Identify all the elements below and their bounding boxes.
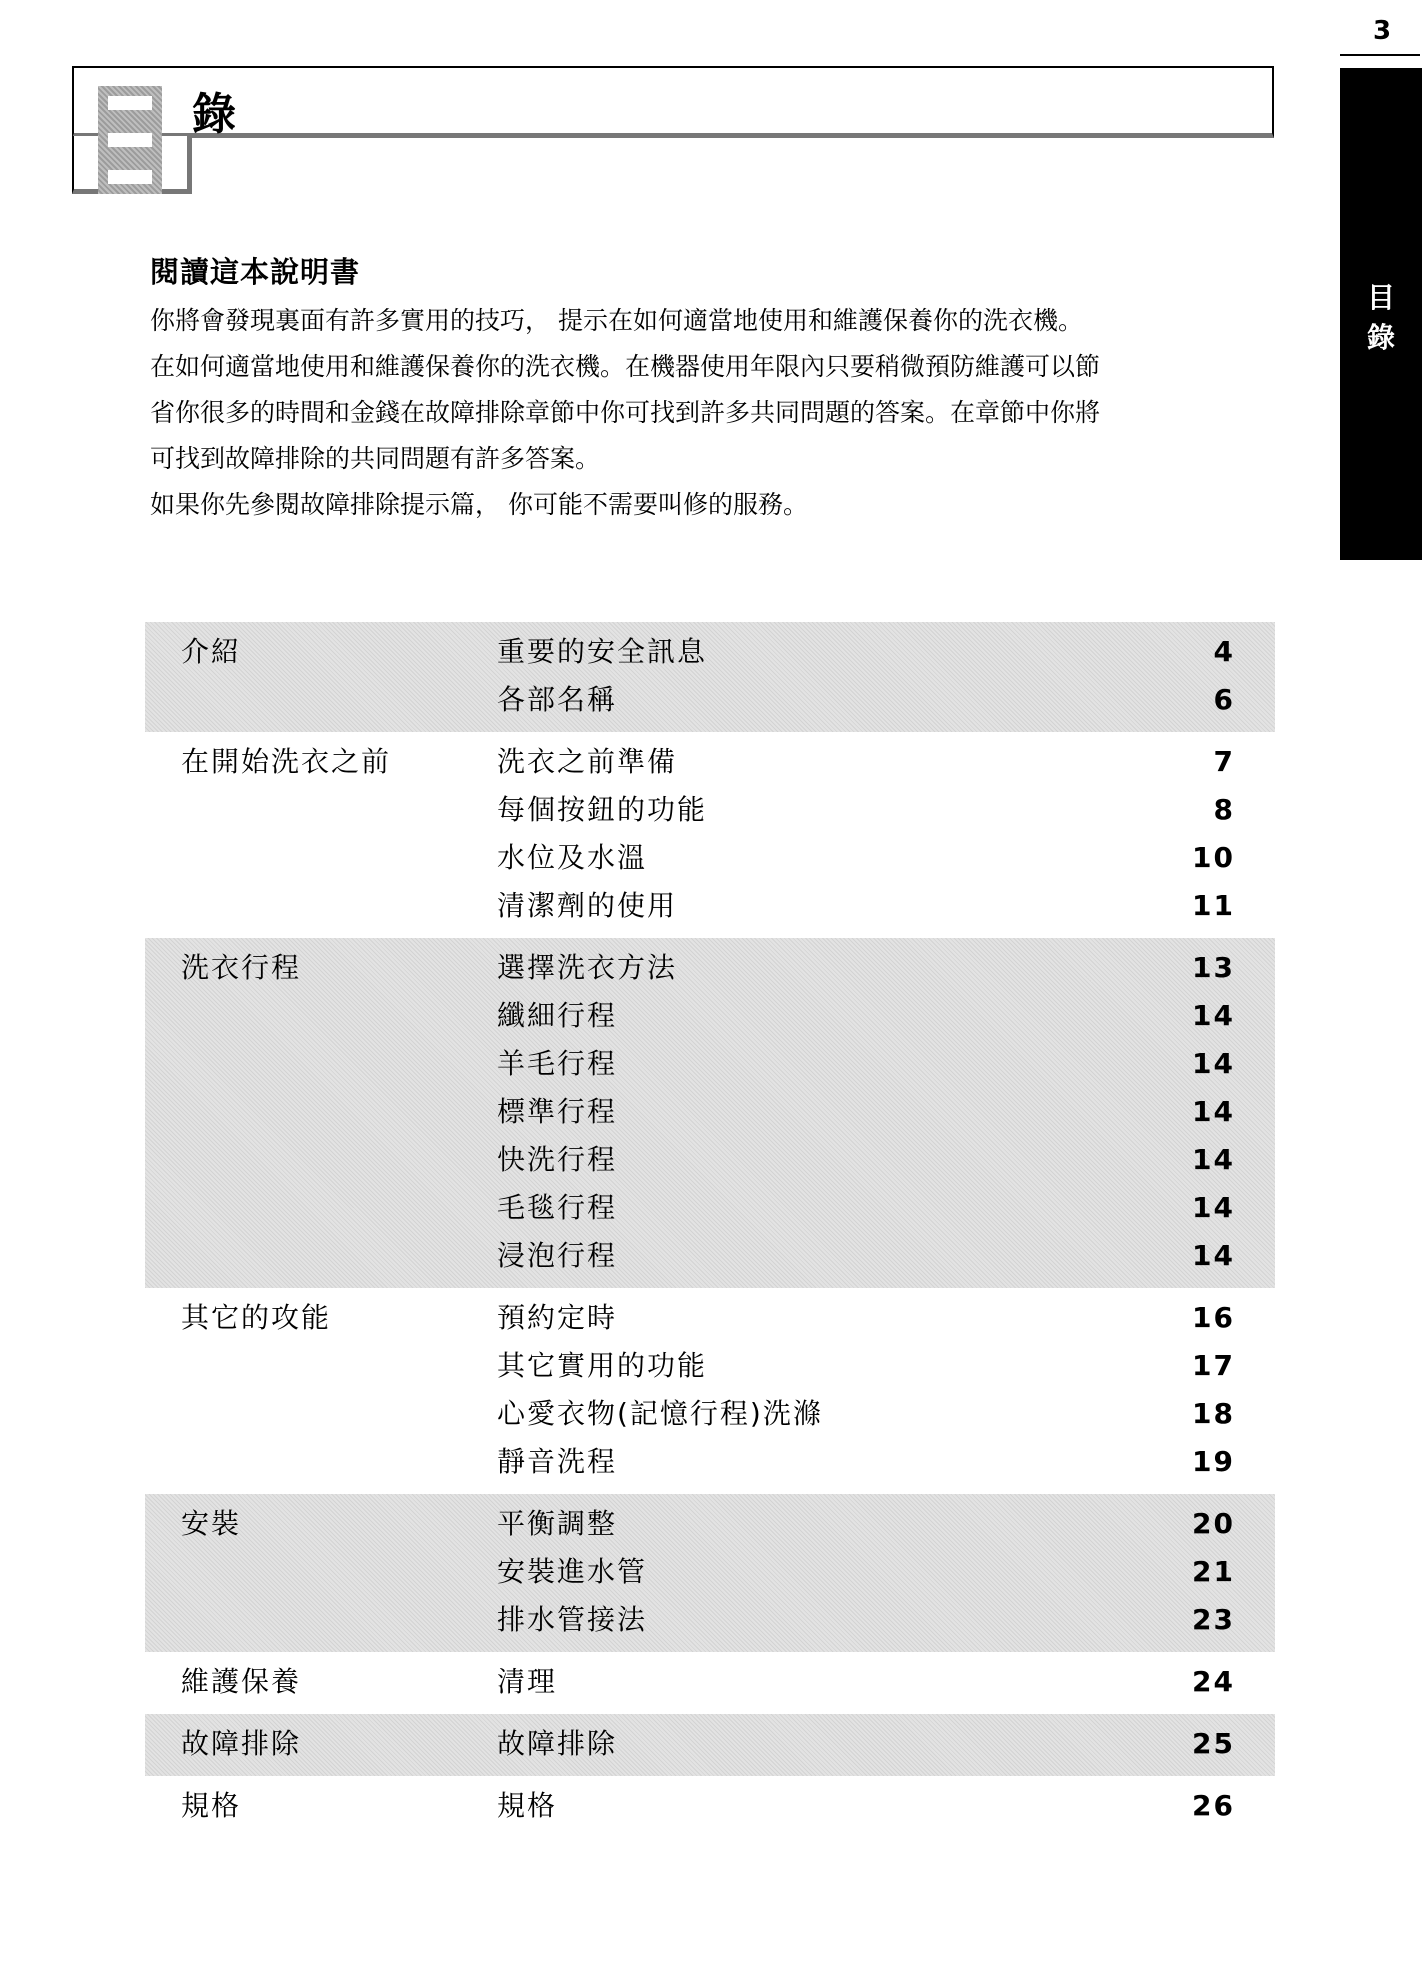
toc-entry-title: 靜音洗程 bbox=[497, 1445, 618, 1478]
toc-page-number: 7 bbox=[1213, 745, 1235, 778]
toc-entry-title: 浸泡行程 bbox=[497, 1239, 618, 1272]
toc-section bbox=[145, 938, 1275, 1288]
heading-big-char-stroke bbox=[108, 170, 152, 184]
toc-page-number: 14 bbox=[1192, 1239, 1235, 1272]
toc-page-number: 18 bbox=[1192, 1397, 1235, 1430]
heading-big-char-stroke bbox=[108, 133, 152, 147]
toc-row[interactable] bbox=[145, 992, 1275, 1040]
toc-entry-title: 排水管接法 bbox=[497, 1603, 648, 1636]
toc-row[interactable] bbox=[145, 1040, 1275, 1088]
toc-entry-title: 洗衣之前準備 bbox=[497, 745, 678, 778]
toc-entry-title: 水位及水溫 bbox=[497, 841, 648, 874]
toc-row[interactable] bbox=[145, 1390, 1275, 1438]
toc-entry-title: 毛毯行程 bbox=[497, 1191, 618, 1224]
page-number-rule bbox=[1340, 54, 1420, 56]
toc-page-number: 10 bbox=[1192, 841, 1235, 874]
toc-row[interactable] bbox=[145, 1782, 1275, 1830]
toc-page-number: 4 bbox=[1213, 635, 1235, 668]
toc-section bbox=[145, 1288, 1275, 1494]
toc-row[interactable] bbox=[145, 676, 1275, 724]
toc-entry-title: 其它實用的功能 bbox=[497, 1349, 708, 1382]
toc-row[interactable] bbox=[145, 834, 1275, 882]
intro-line: 在如何適當地使用和維護保養你的洗衣機。在機器使用年限內只要稍微預防維護可以節 bbox=[150, 352, 1101, 381]
toc-page-number: 16 bbox=[1192, 1301, 1235, 1334]
toc-page-number: 20 bbox=[1192, 1507, 1235, 1540]
toc-page-number: 14 bbox=[1192, 1143, 1235, 1176]
toc-page-number: 24 bbox=[1192, 1665, 1235, 1698]
toc-section bbox=[145, 732, 1275, 938]
toc-section-name: 安裝 bbox=[181, 1507, 242, 1540]
toc-page-number: 13 bbox=[1192, 951, 1235, 984]
toc-row[interactable] bbox=[145, 882, 1275, 930]
toc-row[interactable] bbox=[145, 738, 1275, 786]
toc-row[interactable] bbox=[145, 1548, 1275, 1596]
toc-entry-title: 重要的安全訊息 bbox=[497, 635, 708, 668]
toc-entry-title: 每個按鈕的功能 bbox=[497, 793, 708, 826]
toc-section bbox=[145, 1776, 1275, 1838]
toc-row[interactable] bbox=[145, 1596, 1275, 1644]
toc-row[interactable] bbox=[145, 1088, 1275, 1136]
heading-small-char: 錄 bbox=[192, 89, 236, 140]
toc-entry-title: 預約定時 bbox=[497, 1301, 618, 1334]
toc-page-number: 23 bbox=[1192, 1603, 1235, 1636]
toc-section-name: 故障排除 bbox=[181, 1727, 302, 1760]
toc-entry-title: 各部名稱 bbox=[497, 683, 618, 716]
toc-row[interactable] bbox=[145, 628, 1275, 676]
side-tab-char: 錄 bbox=[1366, 321, 1395, 354]
toc-row[interactable] bbox=[145, 1136, 1275, 1184]
toc-section-name: 介紹 bbox=[181, 635, 242, 668]
toc-row[interactable] bbox=[145, 1658, 1275, 1706]
toc-page-number: 25 bbox=[1192, 1727, 1235, 1760]
toc-entry-title: 平衡調整 bbox=[497, 1507, 618, 1540]
toc-entry-title: 快洗行程 bbox=[497, 1143, 618, 1176]
heading-big-char-stroke bbox=[108, 96, 152, 110]
toc-entry-title: 安裝進水管 bbox=[497, 1555, 648, 1588]
toc-entry-title: 故障排除 bbox=[497, 1727, 618, 1760]
heading-banner bbox=[72, 66, 1274, 138]
intro-title: 閱讀這本說明書 bbox=[150, 255, 361, 289]
intro-body bbox=[150, 298, 1270, 528]
toc-row[interactable] bbox=[145, 1232, 1275, 1280]
toc-page-number: 14 bbox=[1192, 1047, 1235, 1080]
intro-line: 如果你先參閱故障排除提示篇， 你可能不需要叫修的服務。 bbox=[150, 490, 808, 519]
toc-section bbox=[145, 1714, 1275, 1776]
toc-section-name: 維護保養 bbox=[181, 1665, 302, 1698]
toc-entry-title: 心愛衣物(記憶行程)洗滌 bbox=[497, 1397, 823, 1430]
toc-page-number: 17 bbox=[1192, 1349, 1235, 1382]
intro-line: 可找到故障排除的共同問題有許多答案。 bbox=[150, 444, 601, 473]
heading-big-char bbox=[98, 86, 162, 194]
toc-row[interactable] bbox=[145, 786, 1275, 834]
table-of-contents bbox=[145, 622, 1275, 1838]
toc-page-number: 6 bbox=[1213, 683, 1235, 716]
toc-page-number: 21 bbox=[1192, 1555, 1235, 1588]
toc-row[interactable] bbox=[145, 1184, 1275, 1232]
toc-row[interactable] bbox=[145, 944, 1275, 992]
toc-section bbox=[145, 622, 1275, 732]
toc-section-name: 規格 bbox=[181, 1789, 242, 1822]
toc-entry-title: 規格 bbox=[497, 1789, 558, 1822]
toc-page-number: 19 bbox=[1192, 1445, 1235, 1478]
toc-row[interactable] bbox=[145, 1500, 1275, 1548]
page-number: 3 bbox=[1372, 16, 1392, 46]
toc-section-name: 其它的攻能 bbox=[181, 1301, 332, 1334]
toc-row[interactable] bbox=[145, 1438, 1275, 1486]
toc-page-number: 8 bbox=[1213, 793, 1235, 826]
toc-entry-title: 標準行程 bbox=[497, 1095, 618, 1128]
toc-page-number: 26 bbox=[1192, 1789, 1235, 1822]
side-tab-char: 目 bbox=[1366, 281, 1395, 314]
toc-section bbox=[145, 1652, 1275, 1714]
intro-line: 你將會發現裏面有許多實用的技巧， 提示在如何適當地使用和維護保養你的洗衣機。 bbox=[150, 306, 1083, 335]
toc-entry-title: 清潔劑的使用 bbox=[497, 889, 678, 922]
toc-entry-title: 羊毛行程 bbox=[497, 1047, 618, 1080]
toc-entry-title: 選擇洗衣方法 bbox=[497, 951, 678, 984]
intro-line: 省你很多的時間和金錢在故障排除章節中你可找到許多共同問題的答案。在章節中你將 bbox=[150, 398, 1101, 427]
toc-section-name: 洗衣行程 bbox=[181, 951, 302, 984]
toc-page-number: 14 bbox=[1192, 1095, 1235, 1128]
toc-row[interactable] bbox=[145, 1720, 1275, 1768]
toc-row[interactable] bbox=[145, 1342, 1275, 1390]
side-tab bbox=[1340, 68, 1422, 560]
toc-page-number: 14 bbox=[1192, 999, 1235, 1032]
toc-page-number: 11 bbox=[1192, 889, 1235, 922]
toc-row[interactable] bbox=[145, 1294, 1275, 1342]
toc-entry-title: 清理 bbox=[497, 1665, 558, 1698]
side-tab-label bbox=[1340, 278, 1422, 358]
toc-section-name: 在開始洗衣之前 bbox=[181, 745, 392, 778]
toc-page-number: 14 bbox=[1192, 1191, 1235, 1224]
toc-section bbox=[145, 1494, 1275, 1652]
toc-entry-title: 纖細行程 bbox=[497, 999, 618, 1032]
